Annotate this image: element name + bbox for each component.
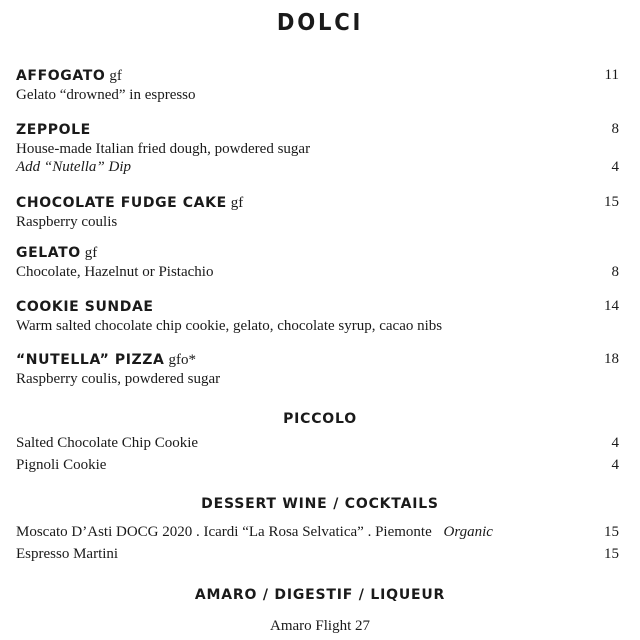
item-description: Warm salted chocolate chip cookie, gelato, chocolate syrup, cacao nibs	[16, 318, 443, 334]
item-name: AFFOGATO	[16, 68, 106, 84]
piccolo-item	[16, 435, 619, 452]
menu-item-nutella-pizza	[16, 351, 619, 389]
section-heading-amaro: AMARO / DIGESTIF / LIQUEUR	[194, 587, 446, 603]
item-description: Gelato “drowned” in espresso	[16, 87, 196, 103]
item-price: 15	[604, 546, 619, 562]
menu-item-affogato	[16, 67, 619, 105]
amaro-flight: Amaro Flight 27	[270, 618, 370, 634]
item-description: Raspberry coulis, powdered sugar	[16, 371, 221, 387]
item-price: 14	[604, 298, 619, 314]
item-price: 4	[611, 457, 619, 473]
item-price: 4	[611, 435, 619, 451]
addon-price: 4	[611, 159, 619, 175]
item-name: Moscato D’Asti DOCG 2020 . Icardi “La Rosa Selvatica” . Piemonte	[16, 524, 432, 540]
menu-item-cookie-sundae	[16, 298, 619, 336]
item-name: COOKIE SUNDAE	[16, 299, 154, 315]
item-price: 15	[604, 524, 619, 540]
item-addon	[16, 159, 619, 176]
item-name: Espresso Martini	[16, 546, 119, 562]
item-note: Organic	[443, 524, 493, 540]
item-description: House-made Italian fried dough, powdered sugar	[16, 141, 311, 157]
section-heading-piccolo: PICCOLO	[283, 411, 357, 427]
item-description: Raspberry coulis	[16, 214, 118, 230]
menu-item-gelato	[16, 244, 619, 282]
item-price: 15	[604, 194, 619, 210]
item-tag: gf	[84, 245, 98, 261]
item-price: 8	[611, 264, 619, 280]
item-price: 18	[604, 351, 619, 367]
item-name: GELATO	[16, 245, 81, 261]
item-name: “NUTELLA” PIZZA	[16, 352, 165, 368]
item-name: Pignoli Cookie	[16, 457, 107, 473]
piccolo-item	[16, 457, 619, 474]
wine-item	[16, 524, 619, 541]
addon-label: Add “Nutella” Dip	[16, 159, 132, 175]
item-name: Salted Chocolate Chip Cookie	[16, 435, 199, 451]
item-tag: gfo*	[168, 352, 196, 368]
item-description: Chocolate, Hazelnut or Pistachio	[16, 264, 214, 280]
item-description-row	[16, 262, 619, 282]
item-name: CHOCOLATE FUDGE CAKE	[16, 195, 227, 211]
menu-item-zeppole	[16, 121, 619, 176]
menu-item-chocolate-fudge-cake	[16, 194, 619, 232]
item-tag: gf	[109, 68, 122, 84]
item-name: ZEPPOLE	[16, 122, 91, 138]
item-price: 11	[604, 67, 619, 83]
menu-title: DOLCI	[276, 10, 364, 36]
section-heading-dessert-wine: DESSERT WINE / COCKTAILS	[201, 496, 439, 512]
item-price: 8	[611, 121, 619, 137]
wine-item	[16, 546, 619, 563]
item-tag: gf	[230, 195, 244, 211]
